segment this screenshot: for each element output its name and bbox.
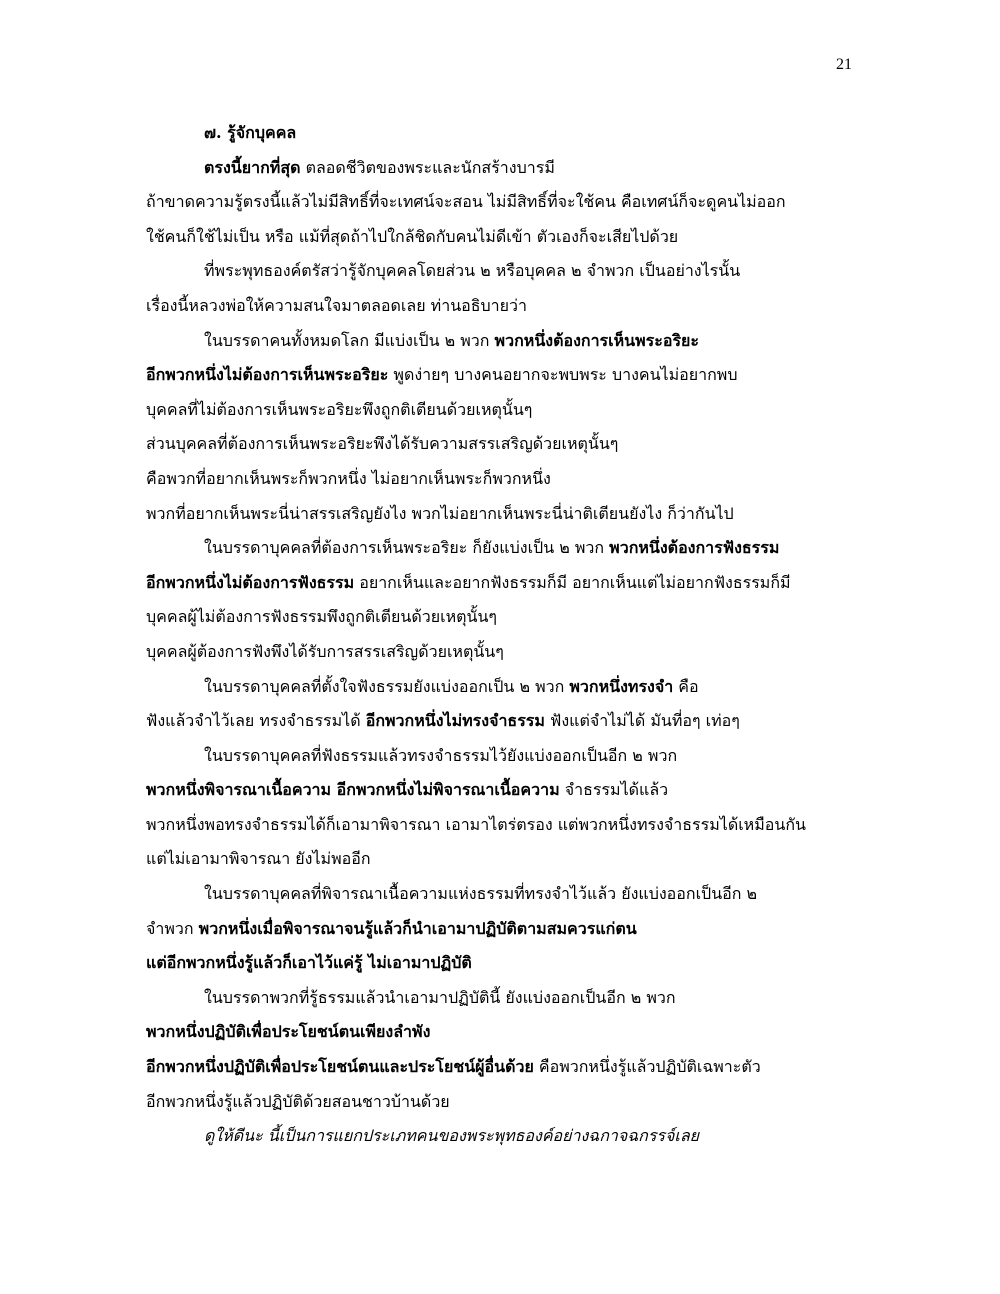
text-line: [146, 1119, 852, 1154]
text-line: [146, 1050, 852, 1085]
body-text: พวกหนึ่งพอทรงจำธรรมได้ก็เอามาพิจารณา เอามาไตร่ตรอง แต่พวกหนึ่งทรงจำธรรมได้เหมือนกัน: [146, 814, 806, 834]
bold-text: พวกหนึ่งปฏิบัติเพื่อประโยชน์ตนเพียงลำพัง: [146, 1022, 431, 1042]
bold-text: พวกหนึ่งทรงจำ: [569, 676, 674, 696]
bold-text: พวกหนึ่งต้องการเห็นพระอริยะ: [494, 330, 699, 350]
body-text: จำพวก: [146, 918, 199, 938]
italic-text: ดูให้ดีนะ นี้เป็นการแยกประเภทคนของพระพุทธองค์อย่างฉกาจฉกรรจ์เลย: [204, 1126, 700, 1146]
body-text: ในบรรดาคนทั้งหมดโลก มีแบ่งเป็น ๒ พวก: [204, 330, 495, 350]
bold-text: ตรงนี้ยากที่สุด: [204, 157, 301, 177]
bold-text: อีกพวกหนึ่งไม่ต้องการฟังธรรม: [146, 572, 355, 592]
bold-text: พวกหนึ่งเมื่อพิจารณาจนรู้แล้วก็นำเอามาปฏิบัติตามสมควรแก่ตน: [198, 918, 637, 938]
body-text: พูดง่ายๆ บางคนอยากจะพบพระ บางคนไม่อยากพบ: [388, 365, 738, 385]
bold-text: อีกพวกหนึ่งปฏิบัติเพื่อประโยชน์ตนและประโยชน์ผู้อื่นด้วย: [146, 1057, 534, 1077]
text-line: [146, 635, 852, 670]
body-text: คือพวกหนึ่งรู้แล้วปฏิบัติเฉพาะตัว: [533, 1057, 761, 1077]
text-line: [146, 842, 852, 877]
bold-text: ๗. รู้จักบุคคล: [204, 123, 297, 142]
text-line: [146, 946, 852, 981]
body-text: บุคคลผู้ไม่ต้องการฟังธรรมพึงถูกติเตียนด้วยเหตุนั้นๆ: [146, 607, 497, 627]
body-text: ที่พระพุทธองค์ตรัสว่ารู้จักบุคคลโดยส่วน ๒ หรือบุคคล ๒ จำพวก เป็นอย่างไรนั้น: [204, 261, 741, 281]
body-text: อีกพวกหนึ่งรู้แล้วปฏิบัติด้วยสอนชาวบ้านด้วย: [146, 1091, 450, 1111]
text-line: [146, 393, 852, 428]
body-text: ในบรรดาบุคคลที่พิจารณาเนื้อความแห่งธรรมที่ทรงจำไว้แล้ว ยังแบ่งออกเป็นอีก ๒: [204, 884, 758, 904]
body-text: ฟังแต่จำไม่ได้ มันที่อๆ เท่อๆ: [544, 711, 740, 731]
body-text: บุคคลที่ไม่ต้องการเห็นพระอริยะพึงถูกติเตียนด้วยเหตุนั้นๆ: [146, 399, 533, 419]
body-text: ถ้าขาดความรู้ตรงนี้แล้วไม่มีสิทธิ์ที่จะเทศน์จะสอน ไม่มีสิทธิ์ที่จะใช้คน คือเทศน์ก็จะดูคนไม่ออก: [146, 192, 786, 212]
body-text: ในบรรดาบุคคลที่ตั้งใจฟังธรรมยังแบ่งออกเป็น ๒ พวก: [204, 676, 570, 696]
text-line: [146, 773, 852, 808]
text-line: [146, 1085, 852, 1120]
body-text: พวกที่อยากเห็นพระนี่น่าสรรเสริญยังไง พวกไม่อยากเห็นพระนี่น่าติเตียนยังไง ก็ว่ากันไป: [146, 503, 734, 523]
text-line: [146, 462, 852, 497]
text-line: [146, 877, 852, 912]
text-line: [146, 704, 852, 739]
body-text: ฟังแล้วจำไว้เลย ทรงจำธรรมได้: [146, 711, 366, 731]
text-line: [146, 600, 852, 635]
text-line: [146, 808, 852, 843]
body-text: ในบรรดาพวกที่รู้ธรรมแล้วนำเอามาปฏิบัตินี้ ยังแบ่งออกเป็นอีก ๒ พวก: [204, 987, 676, 1007]
body-text: คือพวกที่อยากเห็นพระก็พวกหนึ่ง ไม่อยากเห็นพระก็พวกหนึ่ง: [146, 468, 551, 488]
document-body: [146, 116, 852, 1154]
bold-text: อีกพวกหนึ่งไม่ต้องการเห็นพระอริยะ: [146, 365, 389, 385]
text-line: [146, 289, 852, 324]
body-text: ในบรรดาบุคคลที่ต้องการเห็นพระอริยะ ก็ยังแบ่งเป็น ๒ พวก: [204, 538, 610, 558]
text-line: [146, 670, 852, 705]
body-text: คือ: [673, 676, 699, 696]
text-line: [146, 151, 852, 186]
body-text: จำธรรมได้แล้ว: [559, 780, 669, 800]
page-number: 21: [836, 56, 852, 73]
bold-text: พวกหนึ่งต้องการฟังธรรม: [609, 538, 780, 558]
body-text: เรื่องนี้หลวงพ่อให้ความสนใจมาตลอดเลย ท่านอธิบายว่า: [146, 295, 527, 315]
body-text: ในบรรดาบุคคลที่ฟังธรรมแล้วทรงจำธรรมไว้ยังแบ่งออกเป็นอีก ๒ พวก: [204, 745, 678, 765]
text-line: [146, 912, 852, 947]
text-line: [146, 324, 852, 359]
text-line: [146, 1015, 852, 1050]
body-text: ตลอดชีวิตของพระและนักสร้างบารมี: [300, 157, 555, 177]
bold-text: พวกหนึ่งพิจารณาเนื้อความ อีกพวกหนึ่งไม่พิจารณาเนื้อความ: [146, 780, 560, 800]
bold-text: แต่อีกพวกหนึ่งรู้แล้วก็เอาไว้แค่รู้ ไม่เอามาปฏิบัติ: [146, 953, 472, 973]
text-line: [146, 566, 852, 601]
text-line: [146, 254, 852, 289]
text-line: [146, 358, 852, 393]
text-line: [146, 981, 852, 1016]
text-line: [146, 739, 852, 774]
text-line: [146, 185, 852, 220]
bold-text: อีกพวกหนึ่งไม่ทรงจำธรรม: [365, 711, 545, 731]
text-line: [146, 220, 852, 255]
text-line: [146, 116, 852, 151]
text-line: [146, 531, 852, 566]
body-text: ใช้คนก็ใช้ไม่เป็น หรือ แม้ที่สุดถ้าไปใกล้ชิดกับคนไม่ดีเข้า ตัวเองก็จะเสียไปด้วย: [146, 226, 679, 246]
body-text: บุคคลผู้ต้องการฟังพึงได้รับการสรรเสริญด้วยเหตุนั้นๆ: [146, 641, 504, 661]
body-text: แต่ไม่เอามาพิจารณา ยังไม่พออีก: [146, 849, 371, 869]
body-text: ส่วนบุคคลที่ต้องการเห็นพระอริยะพึงได้รับความสรรเสริญด้วยเหตุนั้นๆ: [146, 434, 619, 454]
text-line: [146, 427, 852, 462]
text-line: [146, 497, 852, 532]
body-text: อยากเห็นและอยากฟังธรรมก็มี อยากเห็นแต่ไม่อยากฟังธรรมก็มี: [354, 572, 791, 592]
